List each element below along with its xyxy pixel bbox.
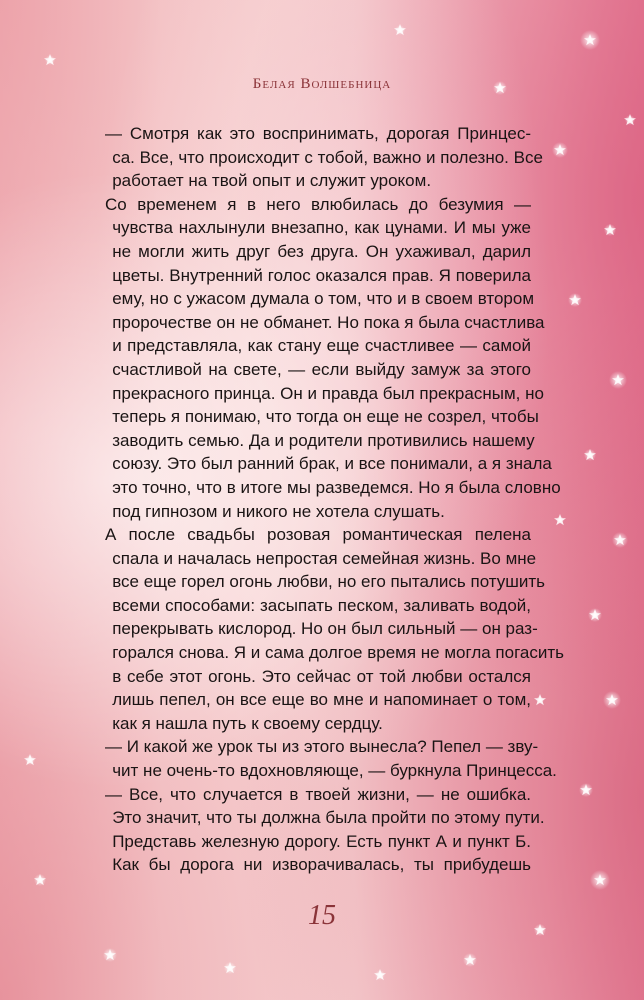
text-line: все еще горел огонь любви, но его пытались потушить (112, 572, 546, 592)
text-line: и представляла, как стану еще счастливее — самой (112, 336, 531, 356)
text-line: как я нашла путь к своему сердцу. (112, 713, 383, 733)
running-head-title: Белая Волшебница (252, 76, 392, 92)
text-line: чувства нахлынули внезапно, как цунами. И мы уже (112, 218, 531, 238)
text-line: работает на твой опыт и служит уроком. (112, 171, 432, 191)
text-line: в себе этот огонь. Это сейчас от той любви остался (112, 666, 531, 686)
paragraph-2 (85, 193, 561, 523)
page-number: 15 (308, 900, 336, 931)
text-line: счастливой на свете, — если выйду замуж за этого (112, 359, 531, 379)
text-line: не могли жить друг без друга. Он ухаживал, дарил (112, 241, 531, 261)
text-line: Как бы дорога ни изворачивалась, ты прибудешь (112, 855, 531, 875)
text-line: перекрывать кислород. Но он был сильный — он раз- (112, 619, 538, 639)
text-line: А после свадьбы розовая романтическая пелена (105, 525, 531, 545)
text-line: са. Все, что происходит с тобой, важно и полезно. Все (112, 147, 543, 167)
paragraph-5 (85, 783, 545, 877)
text-line: Это значит, что ты должна была пройти по этому пути. (112, 808, 545, 828)
text-line: под гипнозом и никого не хотела слушать. (112, 501, 445, 521)
text-line: союзу. Это был ранний брак, и все понимали, а я знала (112, 454, 552, 474)
text-line: пророчестве он не обманет. Но пока я была счастлива (112, 312, 545, 332)
text-line: это точно, что в итоге мы разведемся. Но я была словно (112, 477, 561, 497)
text-line: лишь пепел, он все еще во мне и напоминает о том, (112, 690, 531, 710)
text-line: — И какой же урок ты из этого вынесла? Пепел — зву- (105, 737, 539, 757)
paragraph-3 (85, 523, 564, 735)
body-text (85, 122, 564, 877)
text-line: — Все, что случается в твоей жизни, — не ошибка. (105, 784, 531, 804)
text-line: чит не очень-то вдохновляюще, — буркнула Принцесса. (112, 761, 557, 781)
text-line: теперь я понимаю, что тогда он еще не созрел, чтобы (112, 407, 539, 427)
text-line: Со временем я в него влюбилась до безумия — (105, 194, 531, 214)
text-line: Представь железную дорогу. Есть пункт А и пункт Б. (112, 831, 531, 851)
paragraph-1 (85, 122, 543, 193)
text-line: ему, но с ужасом думала о том, что и в своем втором (112, 289, 535, 309)
text-line: всеми способами: засыпать песком, заливать водой, (112, 595, 531, 615)
text-line: заводить семью. Да и родители противились нашему (112, 430, 535, 450)
paragraph-4 (85, 735, 557, 782)
text-line: — Смотря как это воспринимать, дорогая Принцес- (105, 124, 531, 143)
text-line: спала и началась непростая семейная жизнь. Во мне (112, 548, 537, 568)
text-line: цветы. Внутренний голос оказался прав. Я поверила (112, 265, 531, 285)
text-line: горался снова. Я и сама долгое время не могла погасить (112, 643, 564, 663)
text-line: прекрасного принца. Он и правда был прекрасным, но (112, 383, 544, 403)
